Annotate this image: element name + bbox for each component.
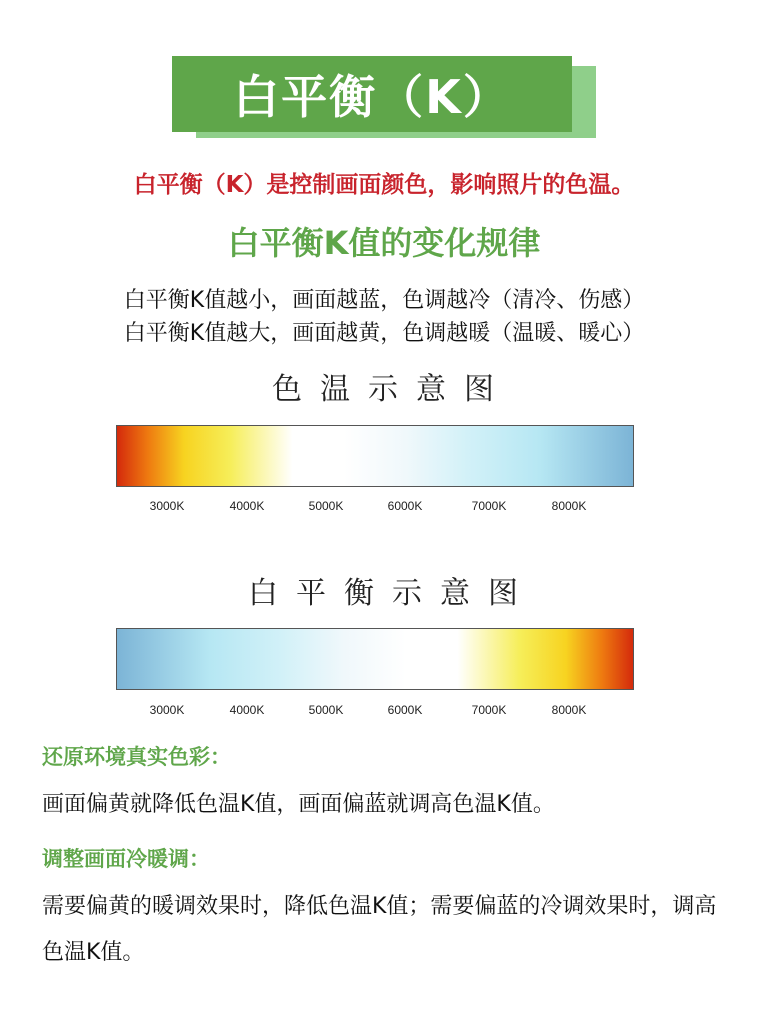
page-title: 白平衡（K）: [233, 70, 511, 124]
tick-label: 5000K: [308, 703, 344, 717]
tick-label: 7000K: [471, 703, 507, 717]
white-balance-diagram-title: 白平衡示意图: [248, 576, 536, 611]
title-banner: [172, 56, 572, 132]
tick-label: 8000K: [551, 499, 587, 513]
adjust-tone-heading: 调整画面冷暖调：: [42, 847, 210, 871]
rules-heading: 白平衡K值的变化规律: [227, 224, 541, 262]
tick-label: 4000K: [229, 499, 265, 513]
intro-text: 白平衡（K）是控制画面颜色，影响照片的色温。: [133, 172, 635, 198]
tick-label: 4000K: [229, 703, 265, 717]
tick-label: 6000K: [387, 499, 423, 513]
restore-color-heading: 还原环境真实色彩：: [42, 745, 231, 769]
tick-label: 6000K: [387, 703, 423, 717]
restore-color-text: 画面偏黄就降低色温K值，画面偏蓝就调高色温K值。: [42, 792, 555, 817]
adjust-tone-text: 需要偏黄的暖调效果时，降低色温K值；需要偏蓝的冷调效果时，调高色温K值。: [42, 894, 717, 965]
rule-small-k: 白平衡K值越小，画面越蓝，色调越冷（清冷、伤感）: [123, 288, 645, 313]
color-temperature-gradient-bar: [116, 425, 634, 487]
white-balance-gradient-bar: [116, 628, 634, 690]
tick-label: 3000K: [149, 499, 185, 513]
tick-label: 5000K: [308, 499, 344, 513]
tick-label: 7000K: [471, 499, 507, 513]
color-temperature-diagram-title: 色温示意图: [272, 372, 512, 407]
tick-label: 3000K: [149, 703, 185, 717]
rule-large-k: 白平衡K值越大，画面越黄，色调越暖（温暖、暖心）: [123, 321, 645, 346]
tick-label: 8000K: [551, 703, 587, 717]
